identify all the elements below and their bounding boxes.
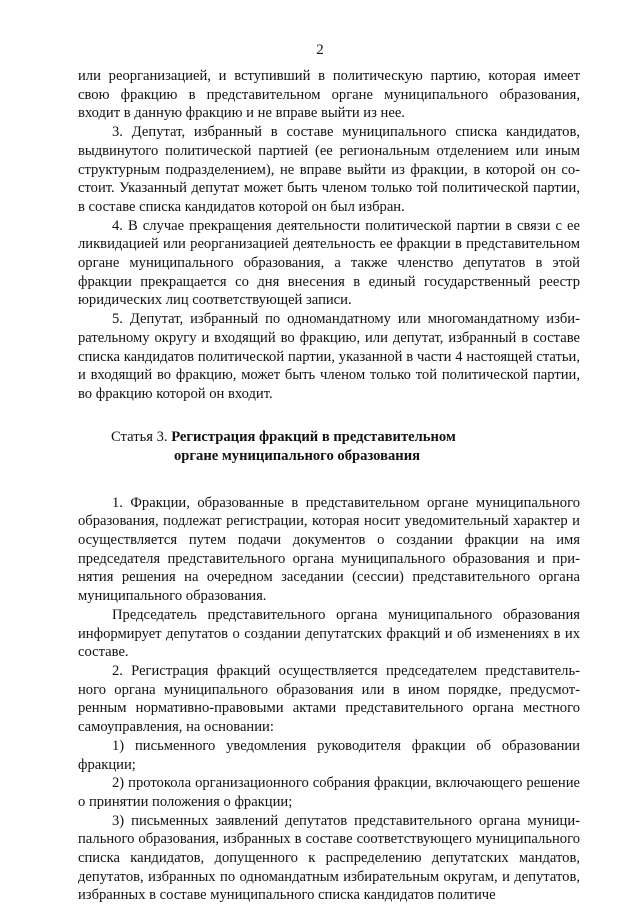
article-heading — [78, 428, 580, 466]
article-title-line-1: Регистрация фракций в представительном — [171, 428, 456, 445]
article-title-line-2: органе муниципального образования — [174, 447, 421, 464]
paragraph-chairman-informs: Председатель представительного органа муниципального образования информирует депутатов о создании депутатских фракций и об изменениях в их составе. — [78, 606, 580, 661]
list-item-3: 3) письменных заявлений депутатов представительного органа муниципального образования, избранных в составе соответствующего муниципального списка кандидатов, допущенного к распределению депутатских мандатов, депутатов, избранных по одномандатным избирательным округам, и депутатов, избранных в составе муниципального списка кандидатов политиче — [78, 812, 580, 904]
list-item-2: 2) протокола организационного собрания фракции, включающего решение о принятии положения о фракции; — [78, 775, 580, 810]
page-number: 2 — [316, 42, 324, 58]
paragraph-registration-1: 1. Фракции, образованные в представительном органе муниципального образования, подлежат регистрации, которая носит уведомительный характер и осуществляется путем подачи документов о создании фракции на имя председателя представительного органа муниципального образования и принятия решения на очередном заседании (сессии) представительного органа муниципального образования. — [78, 494, 580, 605]
document-body — [78, 67, 580, 905]
paragraph-registration-2: 2. Регистрация фракций осуществляется председателем представительного органа муниципального образования или в ином порядке, предусмотренным нормативно-правовыми актами представительного органа местного самоуправления, на основании: — [78, 662, 580, 736]
paragraph-item-3: 3. Депутат, избранный в составе муниципального списка кандидатов, выдвинутого политической партией (ее региональным отделением или иным структурным подразделением), не вправе выйти из фракции, в которой он состоит. Указанный депутат может быть членом только той политической партии, в составе списка кандидатов которой он был избран. — [78, 124, 580, 215]
paragraph-item-4: 4. В случае прекращения деятельности политической партии в связи с ее ликвидацией или реорганизацией деятельность ее фракции в представительном органе муниципального образования, а также членство депутатов в этой фракции прекращается со дня внесения в единый государственный реестр юридических лиц соответствующей записи. — [78, 217, 580, 309]
paragraph-item-5: 5. Депутат, избранный по одномандатному или многомандатному избирательному округу и входящий во фракцию, или депутат, избранный в составе списка кандидатов политической партии, указанной в части 4 настоящей статьи, и входящий во фракцию, может быть членом только той политической партии, во фракцию которой он входит. — [78, 311, 580, 402]
article-number: Статья 3. — [111, 428, 172, 445]
paragraph-continuation: или реорганизацией, и вступивший в политическую партию, которая имеет свою фракцию в представительном органе муниципального образования, входит в данную фракцию и не вправе выйти из нее. — [78, 68, 580, 122]
list-item-1: 1) письменного уведомления руководителя фракции об образовании фракции; — [78, 737, 580, 773]
